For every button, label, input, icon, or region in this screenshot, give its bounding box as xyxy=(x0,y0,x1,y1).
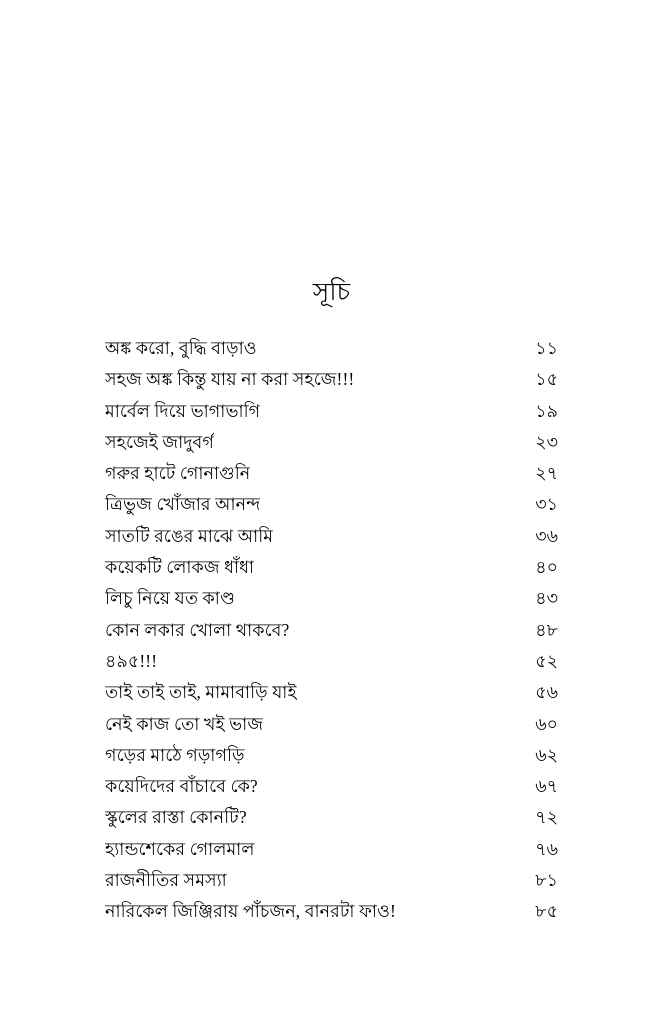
toc-entry-page-number: ৪৩ xyxy=(535,588,558,609)
toc-entry-title: সহজ অঙ্ক কিন্তু যায় না করা সহজে!!! xyxy=(105,369,355,390)
toc-entry xyxy=(105,333,558,364)
toc-entry-page-number: ৩৬ xyxy=(535,525,558,546)
page-title: সূচি xyxy=(312,279,351,306)
toc-entry xyxy=(105,489,558,520)
toc-entry-page-number: ১১ xyxy=(535,338,558,358)
toc-entry-page-number: ৮৫ xyxy=(535,901,558,922)
toc-entry-page-number: ৪০ xyxy=(535,557,558,578)
toc-entry-page-number: ৬২ xyxy=(535,744,558,765)
table-of-contents-list xyxy=(105,333,558,928)
toc-entry-page-number: ৭৬ xyxy=(535,838,558,859)
toc-entry-title: কয়েকটি লোকজ ধাঁধা xyxy=(105,557,255,578)
toc-entry-title: ৪৯৫!!! xyxy=(105,650,158,671)
toc-entry xyxy=(105,521,558,552)
toc-entry-title: মার্বেল দিয়ে ভাগাভাগি xyxy=(105,400,261,421)
toc-entry-page-number: ৫৬ xyxy=(535,682,558,703)
toc-entry-title: নেই কাজ তো খই ভাজ xyxy=(105,713,264,734)
toc-entry-title: কোন লকার খোলা থাকবে? xyxy=(105,619,290,640)
toc-entry-title: তাই তাই তাই, মামাবাড়ি যাই xyxy=(105,682,297,703)
toc-entry xyxy=(105,427,558,458)
toc-entry-page-number: ৫২ xyxy=(535,650,558,671)
toc-entry-page-number: ৭২ xyxy=(535,807,558,828)
toc-entry-title: গরুর হাটে গোনাগুনি xyxy=(105,463,251,484)
toc-entry xyxy=(105,583,558,614)
toc-entry xyxy=(105,771,558,802)
toc-entry xyxy=(105,677,558,708)
toc-entry-title: রাজনীতির সমস্যা xyxy=(105,870,227,891)
toc-entry xyxy=(105,396,558,427)
toc-entry xyxy=(105,740,558,771)
toc-entry-page-number: ৮১ xyxy=(535,870,558,891)
toc-entry-title: নারিকেল জিঞ্জিরায় পাঁচজন, বানরটা ফাও! xyxy=(105,901,396,922)
toc-entry xyxy=(105,364,558,395)
toc-entry-title: হ্যান্ডশেকের গোলমাল xyxy=(105,838,255,859)
toc-entry-title: অঙ্ক করো, বুদ্ধি বাড়াও xyxy=(105,338,257,358)
toc-entry xyxy=(105,646,558,677)
toc-entry-title: ত্রিভুজ খোঁজার আনন্দ xyxy=(105,494,261,515)
toc-entry-page-number: ৬০ xyxy=(535,713,558,734)
toc-entry xyxy=(105,709,558,740)
toc-entry-title: লিচু নিয়ে যত কাণ্ড xyxy=(105,588,235,609)
toc-entry xyxy=(105,834,558,865)
toc-entry xyxy=(105,865,558,896)
toc-entry-title: গড়ের মাঠে গড়াগড়ি xyxy=(105,744,245,765)
toc-entry-title: স্কুলের রাস্তা কোনটি? xyxy=(105,807,247,828)
toc-entry xyxy=(105,458,558,489)
toc-entry-page-number: ১৯ xyxy=(535,400,558,421)
toc-entry xyxy=(105,896,558,927)
toc-entry-page-number: ৬৭ xyxy=(535,776,558,797)
toc-entry-page-number: ৩১ xyxy=(535,494,558,515)
toc-entry-page-number: ২৭ xyxy=(535,463,558,484)
toc-entry-title: কয়েদিদের বাঁচাবে কে? xyxy=(105,776,258,797)
toc-entry-title: সাতটি রঙের মাঝে আমি xyxy=(105,525,274,546)
toc-entry-title: সহজেই জাদুবর্গ xyxy=(105,431,214,452)
toc-entry-page-number: ৪৮ xyxy=(535,619,558,640)
toc-entry-page-number: ২৩ xyxy=(535,431,558,452)
toc-entry xyxy=(105,802,558,833)
toc-entry-page-number: ১৫ xyxy=(535,369,558,390)
toc-entry xyxy=(105,552,558,583)
toc-entry xyxy=(105,615,558,646)
